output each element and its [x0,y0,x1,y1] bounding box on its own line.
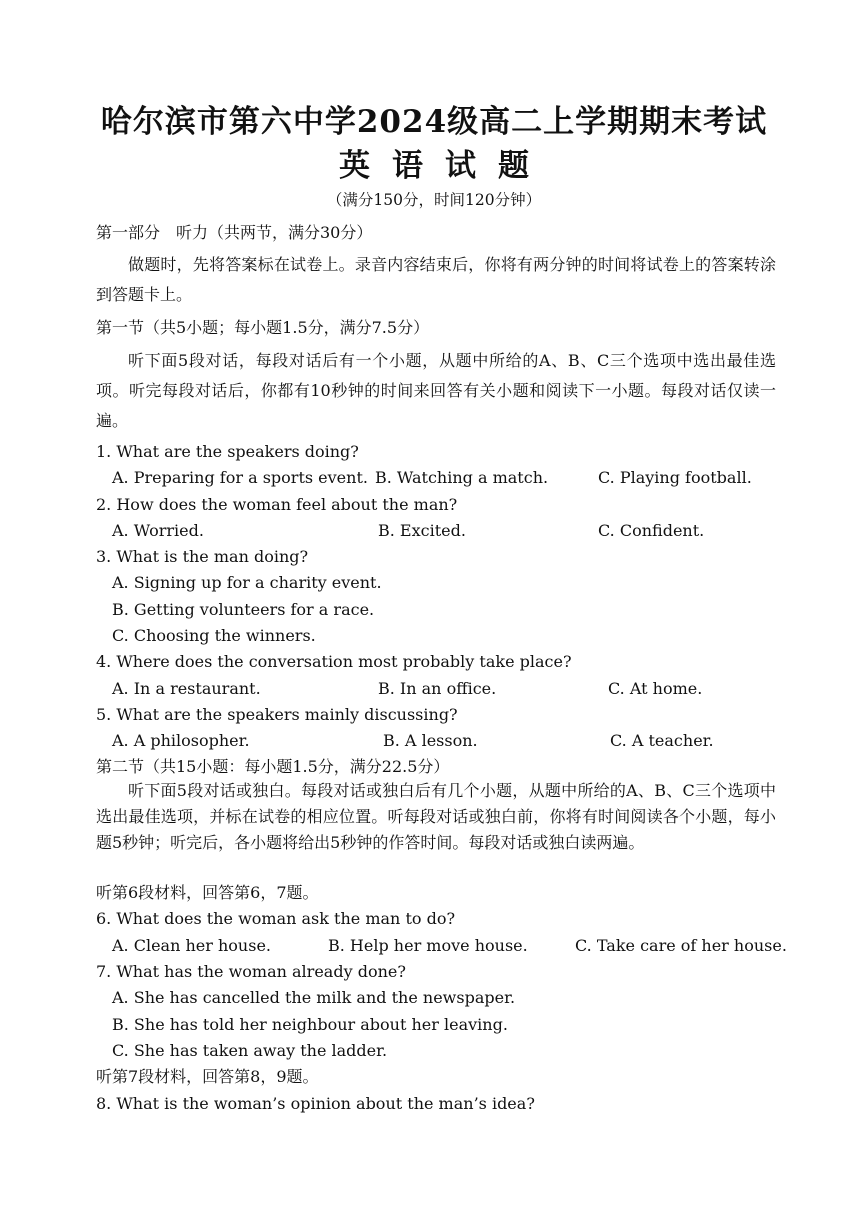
section2-instructions: 听下面5段对话或独白。每段对话或独白后有几个小题，从题中所给的A、B、C三个选项中选出最佳选项，并标在试卷的相应位置。听每段对话或独白前，你将有时间阅读各个小题，每小题5秒钟；听完后，各小题将给出5秒钟的作答时间。每段对话或独白读两遍。 [96,781,776,852]
option-a: A. Signing up for a charity event. [112,573,382,592]
option-a: A. She has cancelled the milk and the newspaper. [112,988,516,1007]
option-b: B. Help her move house. [328,936,528,955]
option-a: A. Preparing for a sports event. [112,468,368,487]
option-c: C. A teacher. [610,731,714,750]
section2-heading: 第二节（共15小题：每小题1.5分，满分22.5分） [96,757,450,776]
option-a: A. Worried. [112,521,204,540]
question-stem: 8. What is the woman’s opinion about the man’s idea? [96,1094,535,1113]
section1-instructions: 听下面5段对话，每段对话后有一个小题，从题中所给的A、B、C三个选项中选出最佳选项。听完每段对话后，你都有10秒钟的时间来回答有关小题和阅读下一小题。每段对话仅读一遍。 [96,351,776,430]
option-b: B. Getting volunteers for a race. [112,600,375,619]
material-7-note: 听第7段材料，回答第8，9题。 [96,1067,319,1086]
exam-title: 哈尔滨市第六中学2024级高二上学期期末考试 [100,104,768,140]
option-c: C. At home. [608,679,703,698]
option-c: C. Take care of her house. [575,936,787,955]
option-a: A. A philosopher. [112,731,250,750]
part1-intro: 做题时，先将答案标在试卷上。录音内容结束后，你将有两分钟的时间将试卷上的答案转涂到答题卡上。 [96,255,776,304]
option-b: B. Watching a match. [375,468,549,487]
option-b: B. In an office. [378,679,497,698]
subject-title: 英语试题 [339,148,551,184]
question-stem: 6. What does the woman ask the man to do? [96,909,456,928]
exam-meta: （满分150分，时间120分钟） [326,191,542,209]
question-stem: 4. Where does the conversation most probably take place? [96,652,572,671]
question-stem: 3. What is the man doing? [96,547,309,566]
question-stem: 7. What has the woman already done? [96,962,406,981]
question-stem: 1. What are the speakers doing? [96,442,359,461]
option-a: A. Clean her house. [112,936,271,955]
option-a: A. In a restaurant. [112,679,261,698]
option-c: C. Confident. [598,521,705,540]
option-c: C. She has taken away the ladder. [112,1041,388,1060]
option-c: C. Choosing the winners. [112,626,316,645]
question-stem: 2. How does the woman feel about the man? [96,495,458,514]
option-b: B. A lesson. [383,731,478,750]
section1-heading: 第一节（共5小题；每小题1.5分，满分7.5分） [96,318,430,337]
material-6-note: 听第6段材料，回答第6，7题。 [96,883,319,902]
option-b: B. Excited. [378,521,466,540]
option-c: C. Playing football. [598,468,752,487]
part1-heading: 第一部分 听力（共两节，满分30分） [96,223,373,242]
question-stem: 5. What are the speakers mainly discussing? [96,705,458,724]
option-b: B. She has told her neighbour about her leaving. [112,1015,508,1034]
